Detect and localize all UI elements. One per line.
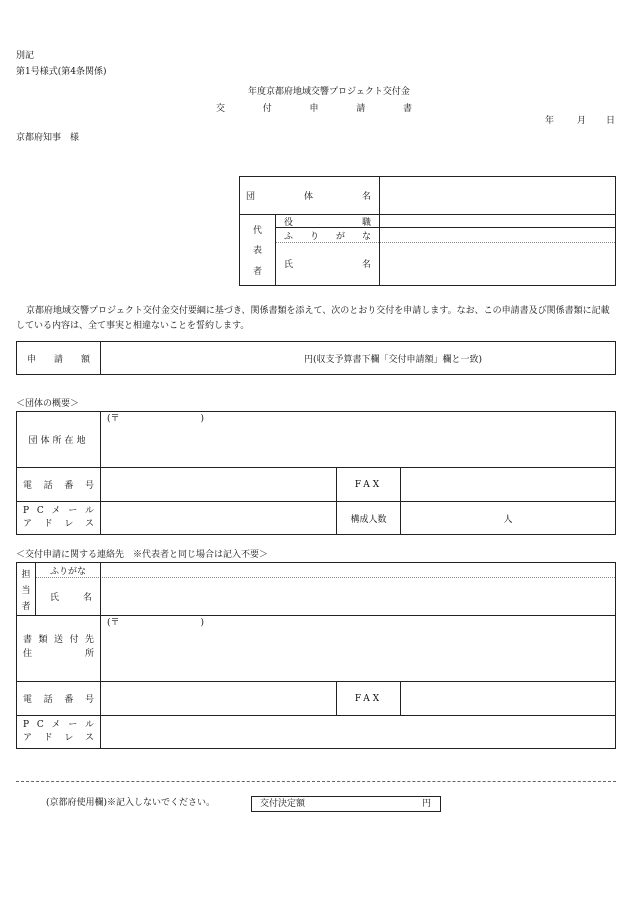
title-char: 請 <box>356 104 366 114</box>
org-name-label: 団 体 名 <box>240 177 380 215</box>
members-label: 構成人数 <box>337 502 401 534</box>
amount-field[interactable] <box>101 342 615 374</box>
rep-furigana-label: ふ り が な <box>276 228 380 242</box>
page-title-line2 <box>216 101 412 114</box>
office-use-box <box>251 796 441 812</box>
fax-field[interactable] <box>401 468 615 502</box>
decision-amount-unit: 円 <box>422 799 432 809</box>
title-char: 付 <box>262 104 272 114</box>
title-char: 書 <box>402 104 412 114</box>
members-field[interactable] <box>401 502 615 534</box>
members-unit: 人 <box>503 514 513 525</box>
contact-table <box>16 562 616 749</box>
fax-label: FAX <box>337 468 401 502</box>
org-name-field[interactable] <box>380 177 615 215</box>
address-field[interactable] <box>101 412 615 468</box>
contact-furigana-field[interactable] <box>101 563 615 577</box>
date-year: 年 <box>545 116 555 126</box>
rep-name-label: 氏 名 <box>276 242 380 285</box>
separator-line <box>16 781 616 782</box>
page-title-line1: 年度京都府地域交響プロジェクト交付金 <box>248 87 410 97</box>
address-label: 団体所在地 <box>17 412 101 468</box>
phone-field[interactable] <box>101 468 337 502</box>
person-label: 担 当 者 <box>17 563 36 616</box>
email-label: P C メ ー ル ア ド レ ス <box>17 502 101 534</box>
rep-title-field[interactable] <box>380 215 615 228</box>
amount-table <box>16 341 616 375</box>
overview-heading: ＜団体の概要＞ <box>16 399 80 409</box>
contact-address-field[interactable] <box>101 616 615 682</box>
contact-address-label: 書 類 送 付 先 住 所 <box>17 616 101 682</box>
rep-title-label: 役 職 <box>276 215 380 228</box>
title-char: 申 <box>309 104 319 114</box>
postal-mark: (〒 ) <box>107 414 205 424</box>
decision-amount-label: 交付決定額 <box>260 799 306 809</box>
contact-name-label: 氏 名 <box>36 577 101 616</box>
statement-text: 京都府地域交響プロジェクト交付金交付要綱に基づき、関係書類を添えて、次のとおり交付を申請します。なお、この申請書及び関係書類に記載している内容は、全て事実と相違ないことを誓約します。 <box>16 306 610 331</box>
office-use-label: (京都府使用欄)※記入しないでください。 <box>46 798 216 808</box>
contact-name-field[interactable] <box>101 577 615 616</box>
addressee: 京都府知事 様 <box>16 133 80 143</box>
contact-postal-mark: (〒 ) <box>107 618 205 628</box>
contact-phone-field[interactable] <box>101 682 337 716</box>
contact-email-field[interactable] <box>101 716 615 748</box>
applicant-table <box>239 176 616 286</box>
rep-label: 代 表 者 <box>240 215 276 285</box>
contact-heading: ＜交付申請に関する連絡先 ※代表者と同じ場合は記入不要＞ <box>16 550 269 560</box>
contact-fax-field[interactable] <box>401 682 615 716</box>
email-field[interactable] <box>101 502 337 534</box>
overview-table <box>16 411 616 535</box>
contact-email-label: P C メ ー ル ア ド レ ス <box>17 716 101 748</box>
contact-fax-label: FAX <box>337 682 401 716</box>
contact-phone-label: 電 話 番 号 <box>17 682 101 716</box>
contact-furigana-label: ふりがな <box>36 563 101 577</box>
rep-name-field[interactable] <box>380 242 615 285</box>
date-month: 月 <box>577 116 587 126</box>
form-number: 第1号様式(第4条関係) <box>16 67 107 77</box>
date-day: 日 <box>606 116 616 126</box>
rep-furigana-field[interactable] <box>380 228 615 242</box>
title-char: 交 <box>216 104 226 114</box>
phone-label: 電 話 番 号 <box>17 468 101 502</box>
annex-label: 別記 <box>16 51 35 61</box>
amount-label: 申 請 額 <box>17 342 101 374</box>
amount-note: 円(収支予算書下欄「交付申請額」欄と一致) <box>303 354 483 365</box>
